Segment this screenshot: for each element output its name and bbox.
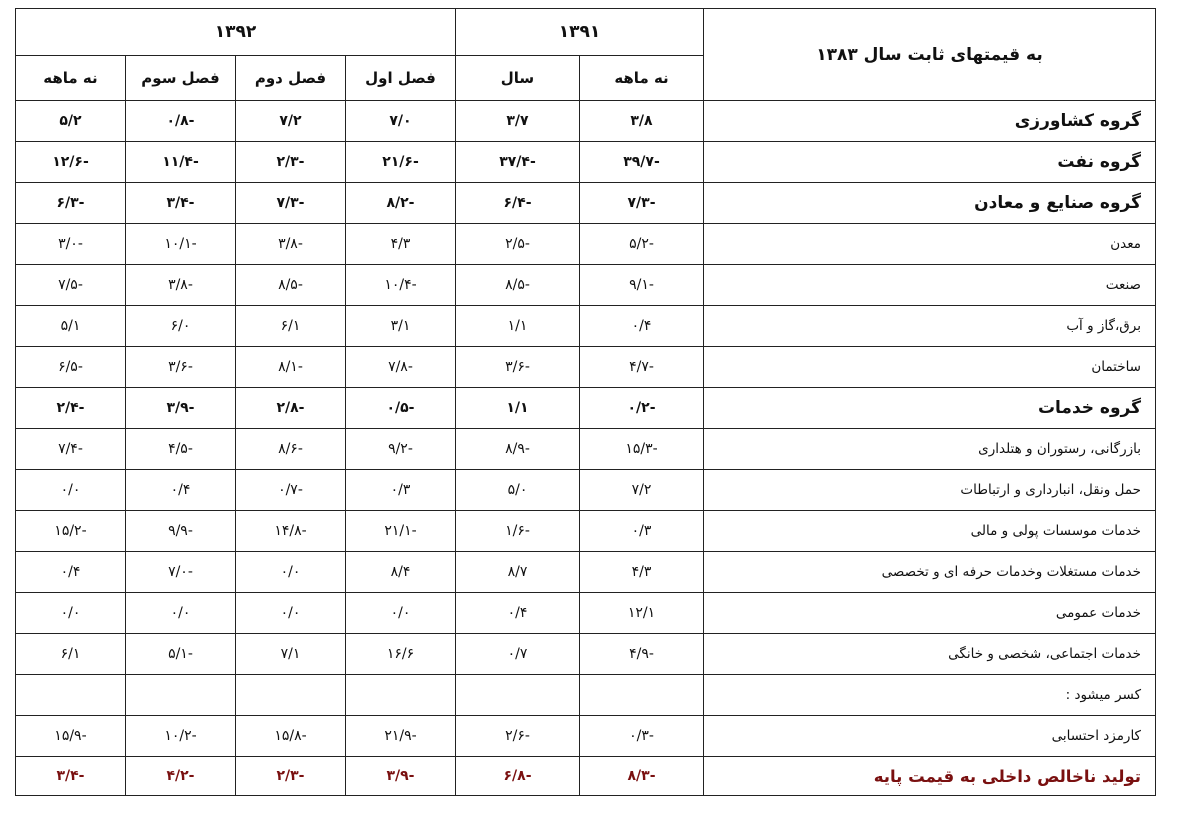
row-value-cell: -۱۰/۱ [125, 224, 235, 265]
header-year-row [15, 9, 1155, 56]
row-value-cell: -۰/۳ [580, 716, 704, 757]
row-value-cell: -۱۵/۲ [15, 511, 125, 552]
col-header-year-b-q2: فصل دوم [235, 56, 345, 101]
table-row [15, 552, 1155, 593]
row-value-cell [235, 675, 345, 716]
row-value-cell: ۰/۴ [455, 593, 579, 634]
table-row [15, 675, 1155, 716]
row-value-cell: ۰/۰ [15, 593, 125, 634]
row-value-cell: ۸/۴ [345, 552, 455, 593]
row-value-cell: -۱۴/۸ [235, 511, 345, 552]
row-label: بازرگانی، رستوران و هتلداری [704, 429, 1156, 470]
row-value-cell: -۳/۹ [125, 388, 235, 429]
row-value-cell: ۱/۱ [455, 388, 579, 429]
row-value-cell: -۲/۴ [15, 388, 125, 429]
row-label: تولید ناخالص داخلی به قیمت پایه [704, 757, 1156, 796]
table-row [15, 716, 1155, 757]
row-value-cell: -۱۵/۳ [580, 429, 704, 470]
table-total-row [15, 757, 1155, 796]
row-value-cell: -۳/۴ [125, 183, 235, 224]
row-value-cell: ۷/۱ [235, 634, 345, 675]
row-value-cell: -۵/۱ [125, 634, 235, 675]
row-label: برق،گاز و آب [704, 306, 1156, 347]
row-value-cell: -۲/۳ [235, 142, 345, 183]
row-value-cell [455, 675, 579, 716]
row-value-cell: -۰/۷ [235, 470, 345, 511]
row-label: معدن [704, 224, 1156, 265]
table-row [15, 101, 1155, 142]
row-value-cell: -۱۲/۶ [15, 142, 125, 183]
row-value-cell: -۳۷/۴ [455, 142, 579, 183]
row-value-cell: ۰/۷ [455, 634, 579, 675]
col-header-year-a-nine-months: نه ماهه [580, 56, 704, 101]
row-value-cell: ۶/۱ [15, 634, 125, 675]
row-label: خدمات مستغلات وخدمات حرفه ای و تخصصی [704, 552, 1156, 593]
row-value-cell: -۶/۳ [15, 183, 125, 224]
table-row [15, 142, 1155, 183]
row-value-cell: ۰/۴ [15, 552, 125, 593]
row-value-cell: -۳/۶ [455, 347, 579, 388]
row-value-cell: -۳/۸ [235, 224, 345, 265]
table-row [15, 347, 1155, 388]
row-value-cell: ۴/۳ [580, 552, 704, 593]
table-row [15, 183, 1155, 224]
row-value-cell: -۵/۲ [580, 224, 704, 265]
row-value-cell: ۵/۱ [15, 306, 125, 347]
year-a-header: ۱۳۹۱ [455, 9, 703, 56]
row-label: گروه نفت [704, 142, 1156, 183]
year-b-header: ۱۳۹۲ [15, 9, 455, 56]
row-value-cell [580, 675, 704, 716]
row-value-cell: -۰/۲ [580, 388, 704, 429]
row-value-cell: -۷/۳ [580, 183, 704, 224]
row-value-cell: ۸/۷ [455, 552, 579, 593]
row-value-cell: -۴/۷ [580, 347, 704, 388]
table-row [15, 388, 1155, 429]
row-value-cell: -۸/۳ [580, 757, 704, 796]
row-value-cell: -۴/۹ [580, 634, 704, 675]
row-value-cell: -۱۰/۴ [345, 265, 455, 306]
row-value-cell: ۱۶/۶ [345, 634, 455, 675]
row-value-cell: ۰/۰ [125, 593, 235, 634]
row-value-cell: -۸/۹ [455, 429, 579, 470]
row-value-cell: ۵/۰ [455, 470, 579, 511]
row-value-cell: ۳/۷ [455, 101, 579, 142]
table-row [15, 470, 1155, 511]
table-title: به قیمتهای ثابت سال ۱۳۸۳ [704, 9, 1156, 101]
table-row [15, 224, 1155, 265]
table-row [15, 265, 1155, 306]
row-value-cell: ۰/۴ [125, 470, 235, 511]
col-header-year-b-q1: فصل اول [345, 56, 455, 101]
row-value-cell: -۸/۵ [455, 265, 579, 306]
row-label: خدمات عمومی [704, 593, 1156, 634]
row-label: صنعت [704, 265, 1156, 306]
row-value-cell: ۳/۱ [345, 306, 455, 347]
row-label: حمل ونقل، انبارداری و ارتباطات [704, 470, 1156, 511]
row-value-cell: -۷/۳ [235, 183, 345, 224]
row-value-cell: -۳۹/۷ [580, 142, 704, 183]
row-value-cell: -۳/۰ [15, 224, 125, 265]
row-value-cell [15, 675, 125, 716]
row-label: کارمزد احتسابی [704, 716, 1156, 757]
col-header-year-b-q3: فصل سوم [125, 56, 235, 101]
row-value-cell: ۰/۴ [580, 306, 704, 347]
row-value-cell: -۲/۸ [235, 388, 345, 429]
row-value-cell: -۹/۱ [580, 265, 704, 306]
row-value-cell: ۱۲/۱ [580, 593, 704, 634]
row-value-cell: -۳/۴ [15, 757, 125, 796]
row-value-cell: -۰/۵ [345, 388, 455, 429]
row-value-cell: ۶/۱ [235, 306, 345, 347]
row-value-cell: ۰/۰ [345, 593, 455, 634]
row-value-cell: -۱۱/۴ [125, 142, 235, 183]
row-value-cell: ۱/۱ [455, 306, 579, 347]
row-value-cell: -۸/۶ [235, 429, 345, 470]
row-value-cell: ۷/۲ [235, 101, 345, 142]
row-value-cell: ۵/۲ [15, 101, 125, 142]
row-value-cell: -۸/۲ [345, 183, 455, 224]
row-value-cell: -۳/۸ [125, 265, 235, 306]
row-value-cell: -۷/۰ [125, 552, 235, 593]
row-value-cell [125, 675, 235, 716]
row-value-cell: ۴/۳ [345, 224, 455, 265]
row-value-cell: ۰/۳ [580, 511, 704, 552]
row-value-cell: -۲۱/۱ [345, 511, 455, 552]
row-value-cell: -۰/۸ [125, 101, 235, 142]
row-value-cell: -۱۵/۹ [15, 716, 125, 757]
row-label: گروه خدمات [704, 388, 1156, 429]
row-label: گروه کشاورزی [704, 101, 1156, 142]
row-value-cell: -۶/۴ [455, 183, 579, 224]
row-value-cell: ۳/۸ [580, 101, 704, 142]
row-label: گروه صنایع و معادن [704, 183, 1156, 224]
col-header-year-a-annual: سال [455, 56, 579, 101]
table-row [15, 511, 1155, 552]
data-sheet [16, 8, 1156, 796]
row-value-cell: -۷/۴ [15, 429, 125, 470]
table-row [15, 429, 1155, 470]
row-value-cell: -۲/۶ [455, 716, 579, 757]
row-value-cell: -۲۱/۹ [345, 716, 455, 757]
row-value-cell: -۳/۶ [125, 347, 235, 388]
row-value-cell: -۲/۵ [455, 224, 579, 265]
row-value-cell: -۲۱/۶ [345, 142, 455, 183]
row-value-cell [345, 675, 455, 716]
row-value-cell: -۱۰/۲ [125, 716, 235, 757]
row-value-cell: -۳/۹ [345, 757, 455, 796]
row-value-cell: -۲/۳ [235, 757, 345, 796]
row-value-cell: -۱/۶ [455, 511, 579, 552]
table-row [15, 634, 1155, 675]
row-label: ساختمان [704, 347, 1156, 388]
row-value-cell: -۷/۵ [15, 265, 125, 306]
table-row [15, 306, 1155, 347]
row-label: خدمات موسسات پولی و مالی [704, 511, 1156, 552]
row-value-cell: -۴/۲ [125, 757, 235, 796]
row-value-cell: -۹/۹ [125, 511, 235, 552]
row-value-cell: -۶/۵ [15, 347, 125, 388]
row-value-cell: ۷/۲ [580, 470, 704, 511]
row-value-cell: ۰/۰ [15, 470, 125, 511]
table-row [15, 593, 1155, 634]
row-value-cell: ۰/۳ [345, 470, 455, 511]
row-value-cell: -۹/۲ [345, 429, 455, 470]
row-value-cell: -۴/۵ [125, 429, 235, 470]
row-label: کسر میشود : [704, 675, 1156, 716]
table-body [15, 101, 1155, 796]
row-value-cell: ۷/۰ [345, 101, 455, 142]
row-label: خدمات اجتماعی، شخصی و خانگی [704, 634, 1156, 675]
row-value-cell: -۱۵/۸ [235, 716, 345, 757]
gdp-growth-table [15, 8, 1156, 796]
row-value-cell: -۷/۸ [345, 347, 455, 388]
row-value-cell: -۶/۸ [455, 757, 579, 796]
row-value-cell: ۰/۰ [235, 593, 345, 634]
row-value-cell: -۸/۵ [235, 265, 345, 306]
col-header-year-b-nine-months: نه ماهه [15, 56, 125, 101]
row-value-cell: ۰/۰ [235, 552, 345, 593]
row-value-cell: ۶/۰ [125, 306, 235, 347]
row-value-cell: -۸/۱ [235, 347, 345, 388]
